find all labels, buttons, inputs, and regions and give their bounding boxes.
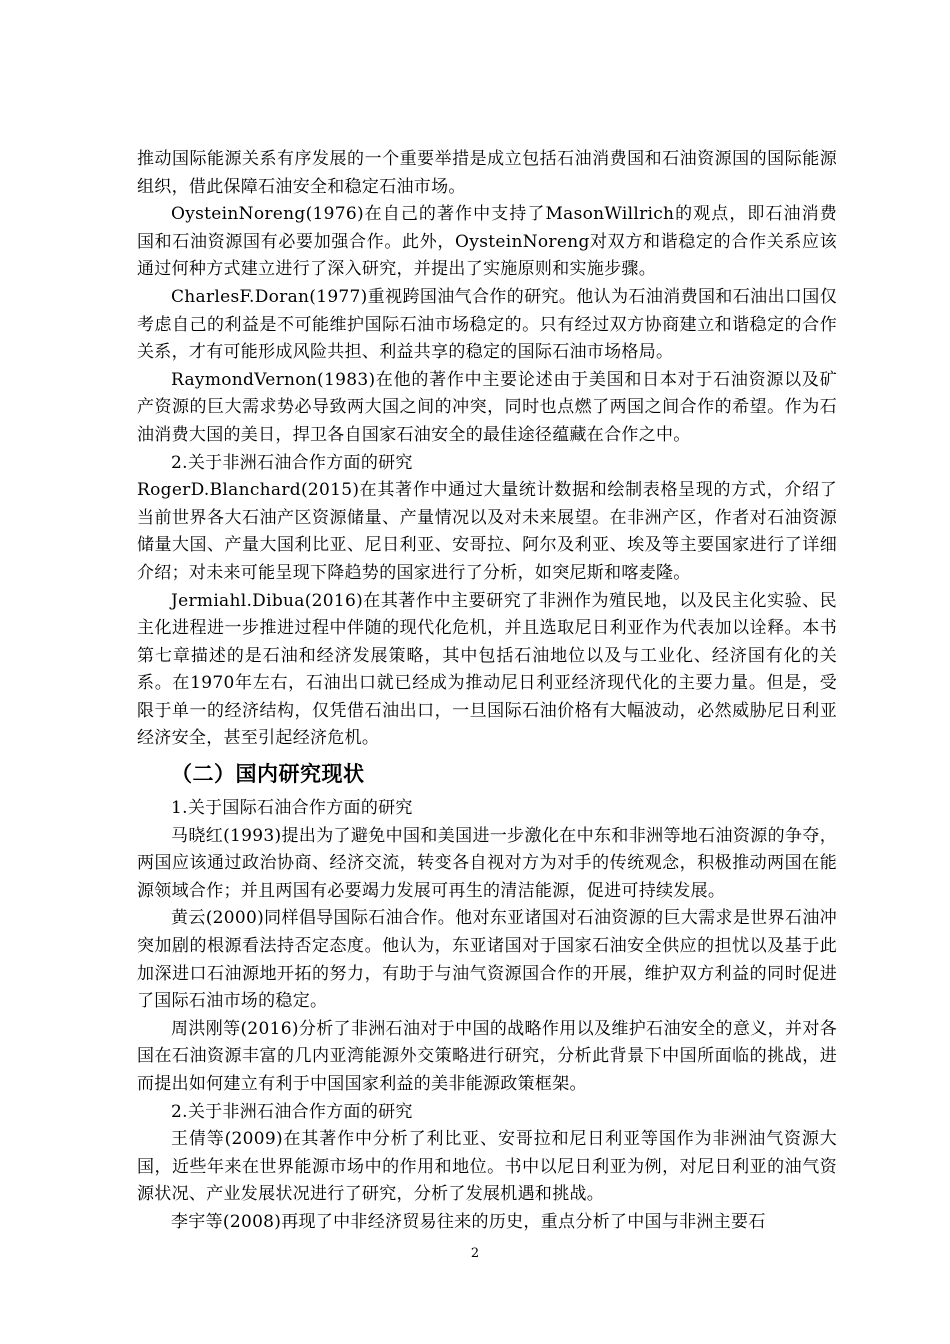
page-number: 2 xyxy=(470,1246,480,1261)
paragraph-continuation: 推动国际能源关系有序发展的一个重要举措是成立包括石油消费国和石油资源国的国际能源组织，借此保障石油安全和稳定石油市场。 xyxy=(137,149,837,197)
paragraph-dibua: Jermiahl.Dibua(2016)在其著作中主要研究了非洲作为殖民地，以及民主化实验、民主化进程进一步推进过程中伴随的现代化危机，并且选取尼日利亚作为代表加以诠释。本书第七章描述的是石油和经济发展策略，其中包括石油地位以及与工业化、经济国有化的关系。在1970年左右，石油出口就已经成为推动尼日利亚经济现代化的主要力量。但是，受限于单一的经济结构，仅凭借石油出口，一旦国际石油价格有大幅波动，必然威胁尼日利亚经济安全，甚至引起经济危机。 xyxy=(137,590,837,749)
paragraph-vernon: RaymondVernon(1983)在他的著作中主要论述由于美国和日本对于石油资源以及矿产资源的巨大需求势必导致两大国之间的冲突，同时也点燃了两国之间合作的希望。作为石油消费大国的美日，捍卫各自国家石油安全的最佳途径蕴藏在合作之中。 xyxy=(137,369,837,445)
paragraph-ma-xiaohong: 马晓红(1993)提出为了避免中国和美国进一步激化在中东和非洲等地石油资源的争夺，两国应该通过政治协商、经济交流，转变各自视对方为对手的传统观念，积极推动两国在能源领域合作；并且两国有必要竭力发展可再生的清洁能源，促进可持续发展。 xyxy=(137,825,837,901)
subheading-international-oil-cooperation: 1.关于国际石油合作方面的研究 xyxy=(171,798,413,819)
paragraph-li-yu: 李宇等(2008)再现了中非经济贸易往来的历史，重点分析了中国与非洲主要石 xyxy=(171,1211,766,1232)
paragraph-noreng: OysteinNoreng(1976)在自己的著作中支持了MasonWillrich的观点，即石油消费国和石油资源国有必要加强合作。此外，OysteinNoreng对双方和谐稳定的合作关系应该通过何种方式建立进行了深入研究，并提出了实施原则和实施步骤。 xyxy=(137,204,837,280)
paragraph-blanchard: RogerD.Blanchard(2015)在其著作中通过大量统计数据和绘制表格呈现的方式，介绍了当前世界各大石油产区资源储量、产量情况以及对未来展望。在非洲产区，作者对石油资源储量大国、产量大国利比亚、尼日利亚、安哥拉、阿尔及利亚、埃及等主要国家进行了详细介绍；对未来可能呈现下降趋势的国家进行了分析，如突尼斯和喀麦隆。 xyxy=(137,480,837,583)
paragraph-wang-qian: 王倩等(2009)在其著作中分析了利比亚、安哥拉和尼日利亚等国作为非洲油气资源大国，近些年来在世界能源市场中的作用和地位。书中以尼日利亚为例，对尼日利亚的油气资源状况、产业发展状况进行了研究，分析了发展机遇和挑战。 xyxy=(137,1129,837,1205)
document-body xyxy=(137,146,837,1237)
paragraph-doran: CharlesF.Doran(1977)重视跨国油气合作的研究。他认为石油消费国和石油出口国仅考虑自己的利益是不可能维护国际石油市场稳定的。只有经过双方协商建立和谐稳定的合作关系，才有可能形成风险共担、利益共享的稳定的国际石油市场格局。 xyxy=(137,286,837,363)
paragraph-zhou-honggang: 周洪刚等(2016)分析了非洲石油对于中国的战略作用以及维护石油安全的意义，并对各国在石油资源丰富的几内亚湾能源外交策略进行研究，分析此背景下中国所面临的挑战，进而提出如何建立有利于中国国家利益的美非能源政策框架。 xyxy=(137,1018,837,1094)
subheading-africa-oil-cooperation: 2.关于非洲石油合作方面的研究 xyxy=(171,452,413,473)
subheading-africa-oil-cooperation-2: 2.关于非洲石油合作方面的研究 xyxy=(171,1101,413,1122)
paragraph-huang-yun: 黄云(2000)同样倡导国际石油合作。他对东亚诸国对石油资源的巨大需求是世界石油冲突加剧的根源看法持否定态度。他认为，东亚诸国对于国家石油安全供应的担忧以及基于此加深进口石油源地开拓的努力，有助于与油气资源国合作的开展，维护双方利益的同时促进了国际石油市场的稳定。 xyxy=(137,908,837,1012)
section-heading-domestic-research: （二）国内研究现状 xyxy=(171,762,365,787)
